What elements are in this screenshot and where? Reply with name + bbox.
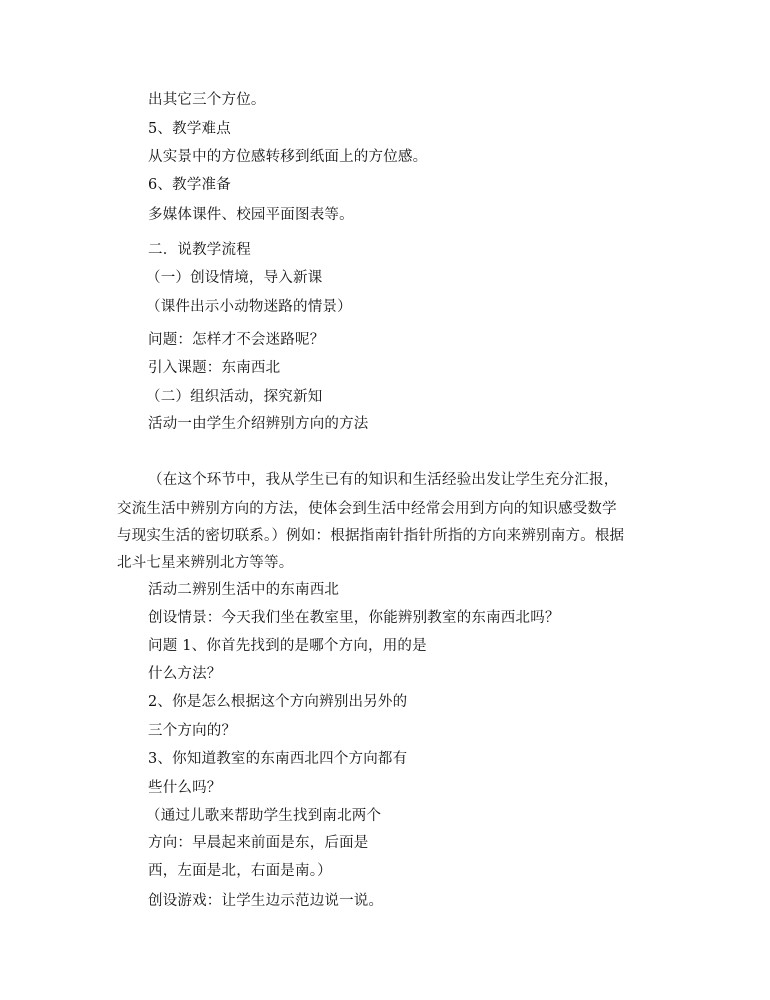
text-line: 什么方法？ — [148, 666, 222, 682]
text-line: 创设情景：今天我们坐在教室里，你能辨别教室的东南西北吗？ — [148, 610, 560, 626]
text-line: 方向：早晨起来前面是东，后面是 — [148, 835, 369, 851]
text-line: 引入课题：东南西北 — [148, 360, 281, 376]
paragraph-line: 交流生活中辨别方向的方法，使体会到生活中经常会用到方向的知识感受数学 — [117, 501, 617, 517]
text-line: 问题 1、你首先找到的是哪个方向，用的是 — [148, 638, 427, 654]
text-line: 问题：怎样才不会迷路呢？ — [148, 332, 325, 348]
paragraph-line: 北斗七星来辨别北方等等。 — [117, 555, 294, 571]
subheading-2: （二）组织活动，探究新知 — [146, 389, 323, 405]
paragraph-line: （在这个环节中，我从学生已有的知识和生活经验出发让学生充分汇报， — [148, 472, 619, 488]
text-line: 出其它三个方位。 — [148, 92, 266, 108]
text-line: （课件出示小动物迷路的情景） — [146, 299, 352, 315]
subheading-1: （一）创设情境，导入新课 — [146, 270, 323, 286]
heading-teaching-preparation: 6、教学准备 — [148, 177, 231, 193]
heading-teaching-difficulty: 5、教学难点 — [148, 121, 231, 137]
paragraph-line: 与现实生活的密切联系。）例如：根据指南针指针所指的方向来辨别南方。根据 — [117, 528, 625, 544]
text-line: 从实景中的方位感转移到纸面上的方位感。 — [148, 149, 428, 165]
text-line: 三个方向的？ — [148, 723, 237, 739]
text-line: 些什么吗？ — [148, 780, 222, 796]
text-line: 活动二辨别生活中的东南西北 — [148, 582, 340, 598]
text-line: 西，左面是北，右面是南。） — [148, 863, 332, 879]
text-line: 多媒体课件、校园平面图表等。 — [148, 207, 354, 223]
text-line: （通过儿歌来帮助学生找到南北两个 — [146, 808, 382, 824]
text-line: 3、你知道教室的东南西北四个方向都有 — [148, 751, 408, 767]
text-line: 2、你是怎么根据这个方向辨别出另外的 — [148, 694, 408, 710]
text-line: 创设游戏：让学生边示范边说一说。 — [148, 893, 384, 909]
heading-teaching-process: 二．说教学流程 — [148, 242, 251, 258]
text-line: 活动一由学生介绍辨别方向的方法 — [148, 416, 369, 432]
